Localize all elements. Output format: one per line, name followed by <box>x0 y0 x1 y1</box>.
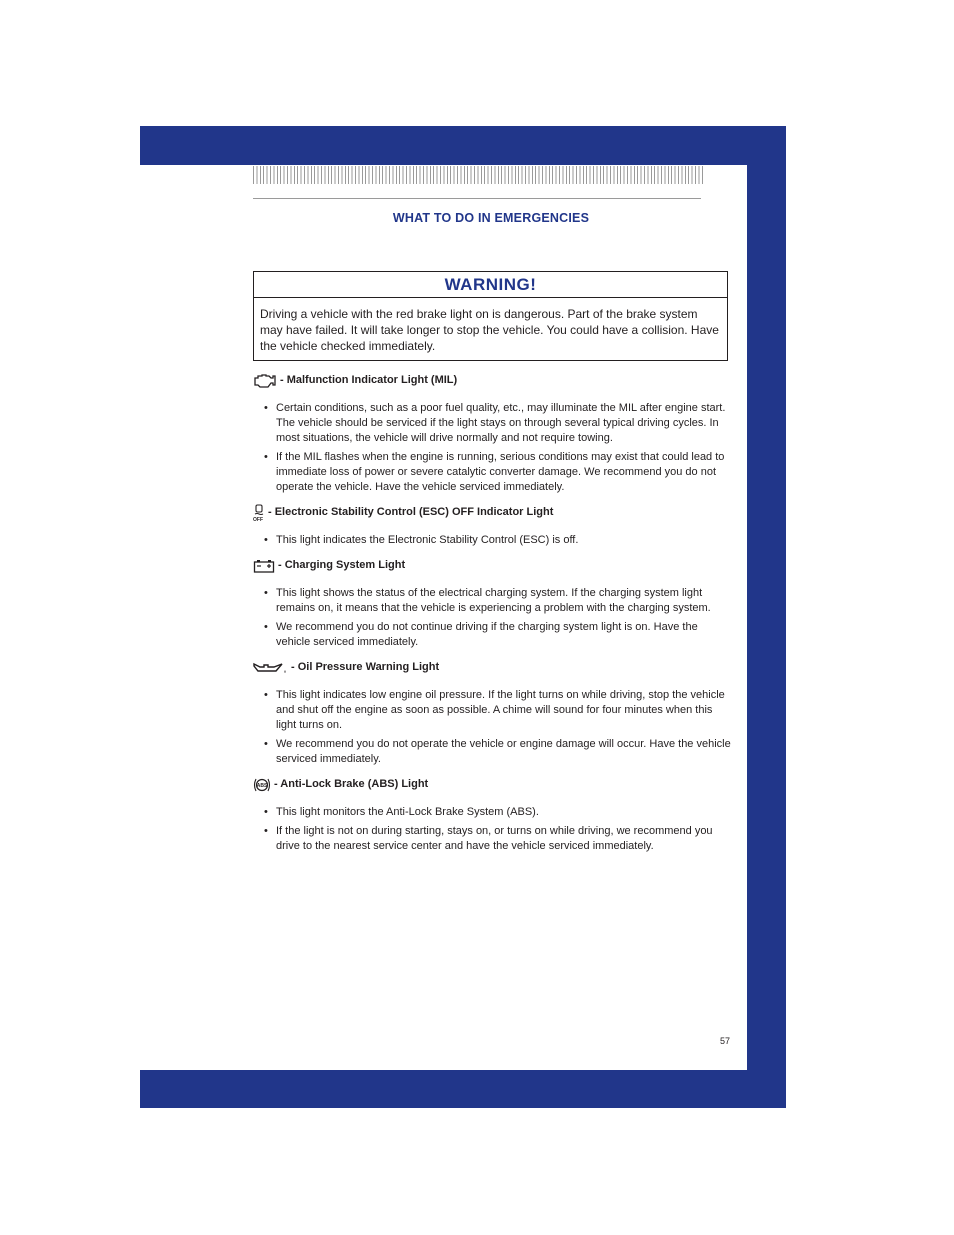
list-item: • Certain conditions, such as a poor fuel quality, etc., may illuminate the MIL after engine start. The vehicle should be serviced if the light stays on through several typical driving cycles. In most situations, the vehicle will drive normally and not require towing. <box>276 401 731 446</box>
page-frame-top <box>140 126 786 165</box>
warning-text: Driving a vehicle with the red brake light on is dangerous. Part of the brake system may have failed. It will take longer to stop the vehicle. You could have a collision. Have the vehicle checked immediately. <box>260 307 719 353</box>
list-item: • This light indicates the Electronic Stability Control (ESC) is off. <box>276 533 731 548</box>
heading-mil-label: - Malfunction Indicator Light (MIL) <box>280 374 458 386</box>
heading-abs <box>253 776 731 793</box>
heading-abs-label: - Anti-Lock Brake (ABS) Light <box>274 778 429 790</box>
oil-bullet-list <box>253 688 731 767</box>
esc-bullet-list <box>253 533 731 548</box>
heading-charging-label: - Charging System Light <box>278 559 406 571</box>
list-item: • This light shows the status of the electrical charging system. If the charging system light remains on, it means that the vehicle is experiencing a problem with the charging system. <box>276 586 731 616</box>
list-item: • This light monitors the Anti-Lock Brake System (ABS). <box>276 805 731 820</box>
abs-bullet-list <box>253 805 731 854</box>
warning-box <box>253 271 728 361</box>
header-divider <box>253 198 701 199</box>
heading-oil-pressure <box>253 659 731 676</box>
oil-can-icon <box>253 661 288 675</box>
heading-charging <box>253 557 731 574</box>
heading-esc-off-label: - Electronic Stability Control (ESC) OFF Indicator Light <box>268 506 554 518</box>
mil-bullet-list <box>253 401 731 495</box>
list-item: • We recommend you do not operate the vehicle or engine damage will occur. Have the vehicle serviced immediately. <box>276 737 731 767</box>
esc-off-icon <box>253 504 265 522</box>
heading-esc-off <box>253 504 731 521</box>
heading-mil <box>253 372 731 389</box>
esc-off-icon-text: OFF <box>253 516 263 522</box>
list-item: • This light indicates low engine oil pressure. If the light turns on while driving, stop the vehicle and shut off the engine as soon as possible. A chime will sound for four minutes when this light turns on. <box>276 688 731 733</box>
heading-oil-pressure-label: - Oil Pressure Warning Light <box>291 661 440 673</box>
list-item: • If the MIL flashes when the engine is running, serious conditions may exist that could lead to immediate loss of power or severe catalytic converter damage. We recommend you do not operate the vehicle. Have the vehicle serviced immediately. <box>276 450 731 495</box>
battery-icon <box>253 559 275 573</box>
decorative-ruler <box>253 166 703 184</box>
list-item: • We recommend you do not continue driving if the charging system light is on. Have the vehicle serviced immediately. <box>276 620 731 650</box>
list-item: • If the light is not on during starting, stays on, or turns on while driving, we recommend you drive to the nearest service center and have the vehicle serviced immediately. <box>276 824 731 854</box>
abs-icon-text: ABS <box>256 782 268 789</box>
engine-icon <box>253 373 277 389</box>
section-title: WHAT TO DO IN EMERGENCIES <box>392 211 590 225</box>
charging-bullet-list <box>253 586 731 650</box>
abs-icon <box>253 777 271 793</box>
page-frame-right <box>747 126 786 1108</box>
warning-title: WARNING! <box>254 272 727 298</box>
page-number: 57 <box>719 1036 730 1046</box>
page-frame-bottom <box>140 1070 786 1108</box>
indicator-lights-content <box>253 372 731 858</box>
